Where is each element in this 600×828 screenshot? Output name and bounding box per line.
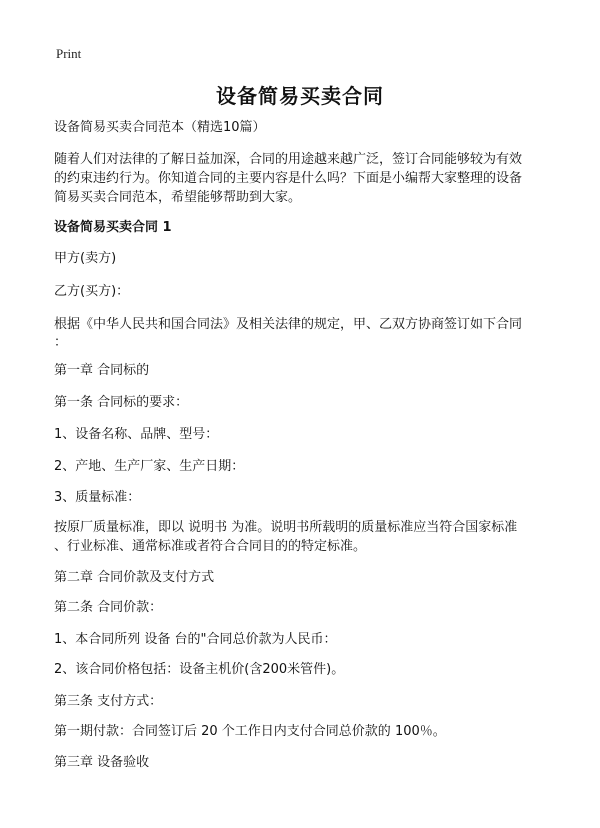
party-b: 乙方(买方)：	[54, 284, 130, 299]
quality-line-1: 按原厂质量标准，即以 说明书 为准。说明书所载明的质量标准应当符合国家标准	[54, 520, 518, 535]
chapter-2-heading: 第二章 合同价款及支付方式	[54, 570, 215, 585]
document-title: 设备简易买卖合同	[216, 84, 384, 108]
print-link[interactable]: Print	[56, 46, 82, 61]
basis-line-2: ：	[54, 335, 68, 350]
article-3: 第三条 支付方式：	[54, 694, 163, 709]
document-subtitle: 设备简易买卖合同范本（精选10篇）	[54, 120, 266, 135]
item-1-2: 2、产地、生产厂家、生产日期：	[54, 459, 245, 474]
chapter-3-heading: 第三章 设备验收	[54, 755, 150, 770]
intro-line-3: 简易买卖合同范本，希望能够帮助到大家。	[54, 190, 302, 205]
item-2-1: 1、本合同所列 设备 台的"合同总价款为人民币：	[54, 632, 337, 647]
quality-line-2: 、行业标准、通常标准或者符合合同目的的特定标准。	[54, 539, 367, 554]
intro-line-2: 的约束违约行为。你知道合同的主要内容是什么吗？下面是小编帮大家整理的设备	[54, 171, 523, 186]
party-a: 甲方(卖方)	[54, 251, 117, 266]
article-1: 第一条 合同标的要求：	[54, 395, 189, 410]
intro-line-1: 随着人们对法律的了解日益加深，合同的用途越来越广泛，签订合同能够较为有效	[54, 152, 523, 167]
chapter-1-heading: 第一章 合同标的	[54, 363, 150, 378]
item-1-1: 1、设备名称、品牌、型号：	[54, 427, 219, 442]
item-2-2: 2、该合同价格包括：设备主机价(含200米管件)。	[54, 662, 345, 677]
article-2: 第二条 合同价款：	[54, 600, 163, 615]
section-heading: 设备简易买卖合同 1	[54, 220, 172, 235]
payment-term-1: 第一期付款：合同签订后 20 个工作日内支付合同总价款的 100％。	[54, 724, 446, 739]
basis-line-1: 根据《中华人民共和国合同法》及相关法律的规定，甲、乙双方协商签订如下合同	[54, 317, 523, 332]
item-1-3: 3、质量标准：	[54, 490, 141, 505]
